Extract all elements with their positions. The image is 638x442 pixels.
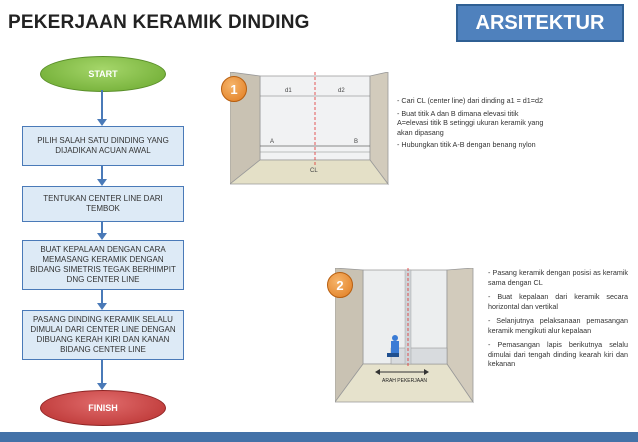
flow-step-1: PILIH SALAH SATU DINDING YANG DIJADIKAN ACUAN AWAL xyxy=(22,126,184,166)
footer-bar xyxy=(0,432,638,442)
label-cl: CL xyxy=(310,168,318,174)
step-1-badge: 1 xyxy=(221,76,247,102)
step-2-note: - Buat kepalaan dari keramik secara horizontal dan vertikal xyxy=(488,292,628,311)
label-d2: d2 xyxy=(338,88,345,94)
flow-arrow xyxy=(101,290,103,304)
label-d1: d1 xyxy=(285,88,292,94)
wall-diagram-1 xyxy=(230,72,390,198)
flow-step-4: PASANG DINDING KERAMIK SELALU DIMULAI DARI CENTER LINE DENGAN DIBUANG KERAH KIRI DAN KANAN BIDANG CENTER LINE xyxy=(22,310,184,360)
step-2-notes xyxy=(488,268,628,374)
label-b: B xyxy=(354,139,359,145)
flow-arrow xyxy=(101,90,103,120)
flow-finish: FINISH xyxy=(40,390,166,426)
step-1-note: - Hubungkan titik A-B dengan benang nylon xyxy=(397,140,536,149)
page-title: PEKERJAAN KERAMIK DINDING xyxy=(8,12,310,33)
step-2-note: - Pemasangan lapis berikutnya selalu dimulai dari tengah dinding kearah kiri dan kekanan xyxy=(488,340,628,368)
arrow-label: ARAH PEKERJAAN xyxy=(382,378,428,384)
section-badge: ARSITEKTUR xyxy=(456,4,624,42)
step-1-note: - Cari CL (center line) dari dinding a1 = d1=d2 xyxy=(397,96,543,105)
label-a: A xyxy=(270,139,275,145)
flow-arrow xyxy=(101,222,103,234)
flow-start: START xyxy=(40,56,166,92)
wall-diagram-2 xyxy=(335,268,475,414)
step-1-notes xyxy=(397,96,549,153)
flow-arrow xyxy=(101,166,103,180)
step-2-badge: 2 xyxy=(327,272,353,298)
flow-step-2: TENTUKAN CENTER LINE DARI TEMBOK xyxy=(22,186,184,222)
flow-step-3: BUAT KEPALAAN DENGAN CARA MEMASANG KERAMIK DENGAN BIDANG SIMETRIS TEGAK BERHIMPIT DNG CENTER LINE xyxy=(22,240,184,290)
step-2-note: - Selanjutnya pelaksanaan pemasangan keramik mengikuti alur kepalaan xyxy=(488,316,628,335)
step-2-note: - Pasang keramik dengan posisi as keramik sama dengan CL xyxy=(488,268,628,287)
flow-arrow xyxy=(101,360,103,384)
step-1-note: - Buat titik A dan B dimana elevasi titik A=elevasi titik B setinggi ukuran keramik yang akan dipasang xyxy=(397,108,544,137)
